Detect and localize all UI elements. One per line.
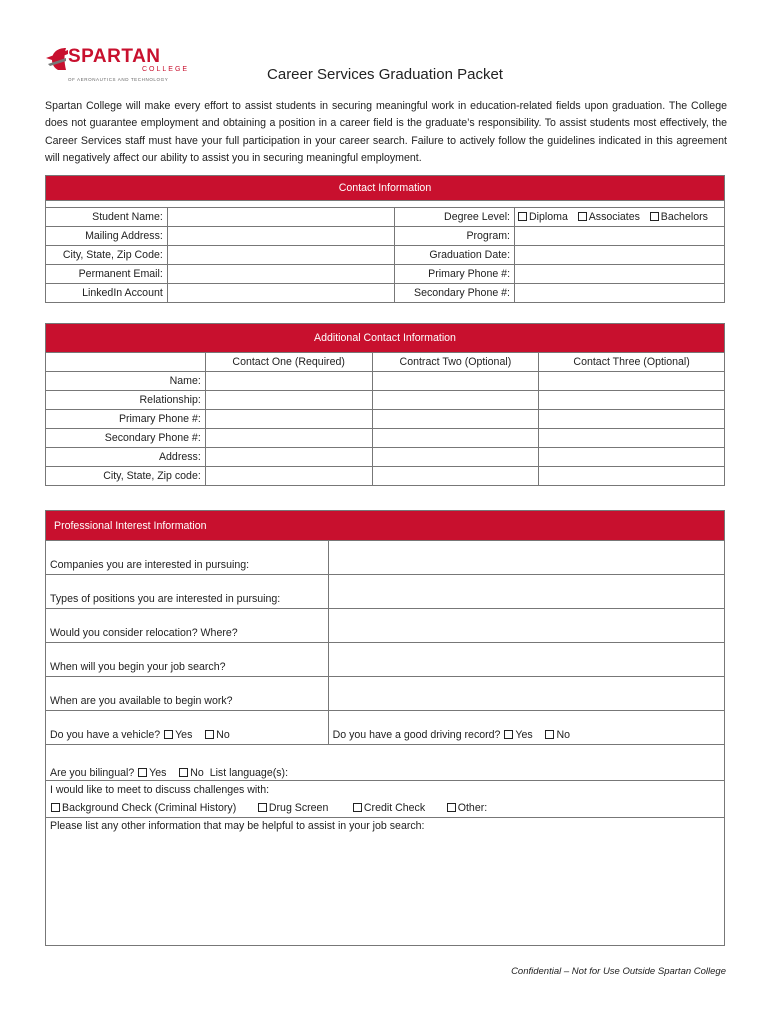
vehicle-no-checkbox[interactable] <box>205 730 214 739</box>
contact-two-primary-phone[interactable] <box>372 410 539 429</box>
logo-college: COLLEGE <box>142 66 190 73</box>
diploma-label: Diploma <box>529 211 568 223</box>
contact-two-header: Contract Two (Optional) <box>372 353 539 372</box>
vehicle-no-label: No <box>216 729 230 741</box>
associates-checkbox[interactable] <box>578 212 587 221</box>
bachelors-label: Bachelors <box>660 211 708 223</box>
other-label: Other: <box>457 802 488 814</box>
page-title: Career Services Graduation Packet <box>267 66 503 83</box>
student-name-field[interactable] <box>167 208 394 227</box>
student-name-label: Student Name: <box>46 208 168 227</box>
job-search-question: When will you begin your job search? <box>46 643 329 677</box>
driving-question: Do you have a good driving record? <box>332 729 501 741</box>
additional-contact-table <box>45 323 725 486</box>
other-checkbox[interactable] <box>447 803 456 812</box>
secondary-phone-label: Secondary Phone #: <box>395 284 515 303</box>
permanent-email-field[interactable] <box>167 265 394 284</box>
driving-no-checkbox[interactable] <box>545 730 554 739</box>
primary-phone-label: Primary Phone #: <box>395 265 515 284</box>
companies-question: Companies you are interested in pursuing: <box>46 541 329 575</box>
challenges-options <box>50 799 720 817</box>
linkedin-field[interactable] <box>167 284 394 303</box>
contact-one-name[interactable] <box>205 372 372 391</box>
secondary-phone-field[interactable] <box>515 284 725 303</box>
mailing-address-label: Mailing Address: <box>46 227 168 246</box>
other-info-cell[interactable] <box>46 818 725 946</box>
intro-paragraph: Spartan College will make every effort to assist students in securing meaningful work in education-related fields upon graduation. The College does not guarantee employment and obtaining a position in a career field is the graduate’s responsibility. To assist students most effectively, the Career Services staff must have your full participation in your career search. Failure to actively follow the guidelines indicated in this agreement will negatively affect our ability to assist you in securing meaningful employment. <box>45 100 727 165</box>
bilingual-no-label: No <box>190 767 204 779</box>
drug-screen-checkbox[interactable] <box>258 803 267 812</box>
bachelors-checkbox[interactable] <box>650 212 659 221</box>
driving-yes-checkbox[interactable] <box>504 730 513 739</box>
graduation-date-field[interactable] <box>515 246 725 265</box>
contact-three-primary-phone[interactable] <box>539 410 725 429</box>
credit-check-label: Credit Check <box>363 802 426 814</box>
contact-three-name[interactable] <box>539 372 725 391</box>
graduation-date-label: Graduation Date: <box>395 246 515 265</box>
bilingual-no-checkbox[interactable] <box>179 768 188 777</box>
companies-answer[interactable] <box>328 541 724 575</box>
credit-check-checkbox[interactable] <box>353 803 362 812</box>
contact-information-table <box>45 175 725 303</box>
contact-two-address[interactable] <box>372 448 539 467</box>
relocation-answer[interactable] <box>328 609 724 643</box>
contact-one-header: Contact One (Required) <box>205 353 372 372</box>
name-row-label: Name: <box>46 372 206 391</box>
degree-level-options <box>515 208 725 227</box>
driving-question-cell <box>328 711 724 745</box>
program-label: Program: <box>395 227 515 246</box>
languages-label: List language(s): <box>209 767 289 779</box>
bilingual-cell <box>46 745 725 781</box>
relocation-question: Would you consider relocation? Where? <box>46 609 329 643</box>
contact-three-address[interactable] <box>539 448 725 467</box>
vehicle-yes-checkbox[interactable] <box>164 730 173 739</box>
contact-three-relationship[interactable] <box>539 391 725 410</box>
city-state-zip-field[interactable] <box>167 246 394 265</box>
contact-two-secondary-phone[interactable] <box>372 429 539 448</box>
professional-interest-table <box>45 510 725 946</box>
bilingual-yes-label: Yes <box>149 767 167 779</box>
associates-label: Associates <box>588 211 640 223</box>
confidential-footer: Confidential – Not for Use Outside Spartan College <box>511 966 726 977</box>
challenges-cell <box>46 781 725 818</box>
mailing-address-field[interactable] <box>167 227 394 246</box>
logo-wordmark: SPARTAN <box>68 46 161 67</box>
challenges-label: I would like to meet to discuss challenges with: <box>50 784 270 796</box>
vehicle-question-cell <box>46 711 329 745</box>
contact-two-relationship[interactable] <box>372 391 539 410</box>
primary-phone-field[interactable] <box>515 265 725 284</box>
degree-level-label: Degree Level: <box>395 208 515 227</box>
background-check-checkbox[interactable] <box>51 803 60 812</box>
program-field[interactable] <box>515 227 725 246</box>
corner-cell <box>46 353 206 372</box>
contact-one-city-state-zip[interactable] <box>205 467 372 486</box>
linkedin-label: LinkedIn Account <box>46 284 168 303</box>
available-answer[interactable] <box>328 677 724 711</box>
bilingual-yes-checkbox[interactable] <box>138 768 147 777</box>
professional-header: Professional Interest Information <box>46 511 725 541</box>
positions-answer[interactable] <box>328 575 724 609</box>
driving-no-label: No <box>556 729 571 741</box>
permanent-email-label: Permanent Email: <box>46 265 168 284</box>
driving-yes-label: Yes <box>515 729 533 741</box>
positions-question: Types of positions you are interested in pursuing: <box>46 575 329 609</box>
secondary-phone-row-label: Secondary Phone #: <box>46 429 206 448</box>
background-check-label: Background Check (Criminal History) <box>62 802 237 814</box>
city-state-zip-label: City, State, Zip Code: <box>46 246 168 265</box>
diploma-checkbox[interactable] <box>518 212 527 221</box>
other-info-label: Please list any other information that may be helpful to assist in your job search: <box>50 820 425 832</box>
contact-one-primary-phone[interactable] <box>205 410 372 429</box>
contact-one-relationship[interactable] <box>205 391 372 410</box>
additional-header: Additional Contact Information <box>46 324 725 353</box>
address-row-label: Address: <box>46 448 206 467</box>
city-state-zip-row-label: City, State, Zip code: <box>46 467 206 486</box>
vehicle-yes-label: Yes <box>175 729 193 741</box>
vehicle-question: Do you have a vehicle? <box>50 729 161 741</box>
relationship-row-label: Relationship: <box>46 391 206 410</box>
contact-three-header: Contact Three (Optional) <box>539 353 725 372</box>
contact-header: Contact Information <box>46 176 725 201</box>
contact-one-secondary-phone[interactable] <box>205 429 372 448</box>
contact-one-address[interactable] <box>205 448 372 467</box>
drug-screen-label: Drug Screen <box>268 802 329 814</box>
bilingual-question: Are you bilingual? <box>50 767 135 779</box>
contact-three-secondary-phone[interactable] <box>539 429 725 448</box>
contact-two-name[interactable] <box>372 372 539 391</box>
job-search-answer[interactable] <box>328 643 724 677</box>
primary-phone-row-label: Primary Phone #: <box>46 410 206 429</box>
logo-tagline: OF AERONAUTICS AND TECHNOLOGY <box>68 77 169 82</box>
contact-three-city-state-zip[interactable] <box>539 467 725 486</box>
contact-two-city-state-zip[interactable] <box>372 467 539 486</box>
available-question: When are you available to begin work? <box>46 677 329 711</box>
